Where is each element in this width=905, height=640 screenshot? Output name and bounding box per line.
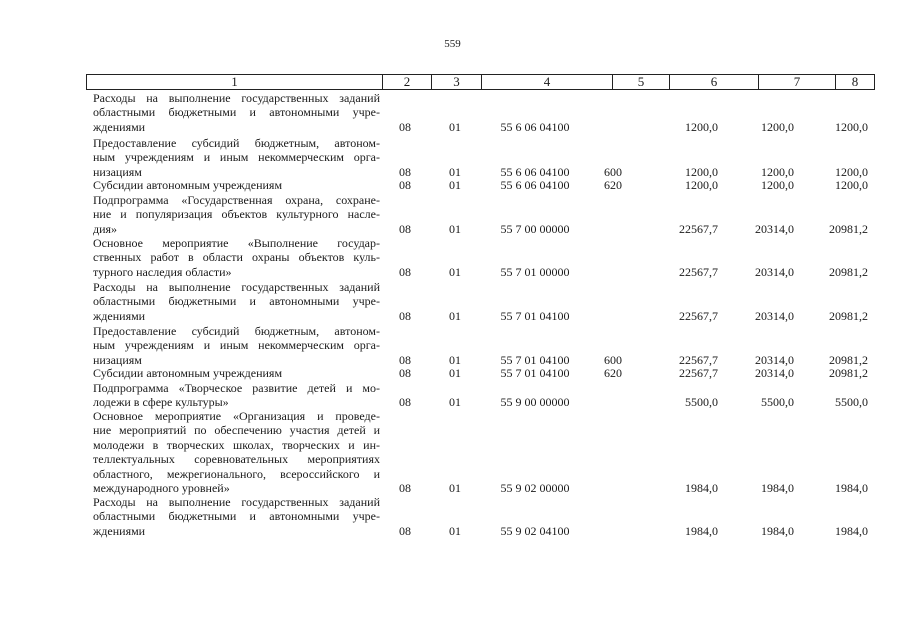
row-description [93,324,380,367]
row-description [93,193,380,236]
subsection-code: 01 [449,523,461,538]
section-code: 08 [399,119,411,134]
target-article: 55 7 01 00000 [500,264,570,279]
section-code: 08 [399,308,411,323]
description-line: Основное мероприятие «Организация и проведе- [93,409,380,423]
description-line: ждениями [93,119,146,134]
description-line: Основное мероприятие «Выполнение государ- [93,236,380,250]
amount-col-8: 20981,2 [829,366,868,380]
target-article: 55 9 00 00000 [500,395,570,410]
amount-col-6: 1200,0 [685,164,718,179]
target-article: 55 7 01 04100 [500,308,570,323]
amount-col-7: 20314,0 [755,366,794,380]
column-header-table [86,74,875,90]
amount-col-8: 1200,0 [835,119,868,134]
header-col-3: 3 [432,75,482,90]
description-line: Расходы на выполнение государственных заданий [93,495,380,509]
expense-type: 620 [604,366,622,380]
header-row [87,75,875,90]
header-col-6: 6 [670,75,759,90]
subsection-code: 01 [449,308,461,323]
section-code: 08 [399,395,411,410]
expense-type: 600 [604,164,622,179]
description-line: Подпрограмма «Творческое развитие детей и мо- [93,381,380,395]
description-line: международного уровней» [93,480,230,495]
row-description [93,366,380,380]
target-article: 55 9 02 04100 [500,523,570,538]
amount-col-6: 22567,7 [679,366,718,380]
description-line: областными бюджетными и автономными учре- [93,294,380,309]
amount-col-7: 20314,0 [755,221,794,236]
subsection-code: 01 [449,395,461,410]
subsection-code: 01 [449,119,461,134]
description-line: областными бюджетными и автономными учре- [93,105,380,120]
description-line: Субсидии автономным учреждениям [93,178,283,192]
section-code: 08 [399,352,411,367]
description-line: турного наследия области» [93,264,232,279]
subsection-code: 01 [449,352,461,367]
amount-col-8: 20981,2 [829,352,868,367]
amount-col-8: 1984,0 [835,481,868,495]
amount-col-8: 20981,2 [829,264,868,279]
description-line: низациям [93,164,142,179]
amount-col-8: 1200,0 [835,164,868,179]
section-code: 08 [399,523,411,538]
subsection-code: 01 [449,366,461,380]
description-line: ждениями [93,523,146,538]
target-article: 55 6 06 04100 [500,164,570,179]
section-code: 08 [399,221,411,236]
amount-col-6: 22567,7 [679,221,718,236]
amount-col-6: 22567,7 [679,308,718,323]
row-description [93,136,380,179]
amount-col-7: 20314,0 [755,308,794,323]
amount-col-6: 1984,0 [685,523,718,538]
target-article: 55 7 00 00000 [500,221,570,236]
description-line: лодежи в сфере культуры» [93,395,229,410]
section-code: 08 [399,164,411,179]
description-line: Субсидии автономным учреждениям [93,366,283,380]
description-line: Подпрограмма «Государственная охрана, сохране- [93,193,380,207]
description-line: Расходы на выполнение государственных заданий [93,280,380,294]
row-description [93,91,380,134]
amount-col-6: 22567,7 [679,264,718,279]
section-code: 08 [399,481,411,495]
description-line: ственных работ в области охраны объектов куль- [93,250,380,265]
amount-col-7: 1200,0 [761,164,794,179]
amount-col-6: 22567,7 [679,352,718,367]
description-line: Предоставление субсидий бюджетным, автоном- [93,324,380,338]
description-line: Предоставление субсидий бюджетным, автоном- [93,136,380,150]
amount-col-7: 1200,0 [761,119,794,134]
page-number: 559 [444,38,461,50]
description-line: ным учреждениям и иным некоммерческим орга- [93,150,380,165]
amount-col-6: 1200,0 [685,178,718,192]
header-col-1: 1 [87,75,383,90]
amount-col-7: 20314,0 [755,264,794,279]
amount-col-8: 5500,0 [835,395,868,410]
amount-col-6: 5500,0 [685,395,718,410]
target-article: 55 7 01 04100 [500,366,570,380]
subsection-code: 01 [449,221,461,236]
header-col-7: 7 [759,75,836,90]
section-code: 08 [399,264,411,279]
expense-type: 620 [604,178,622,192]
subsection-code: 01 [449,264,461,279]
description-line: областного, межрегионального, всероссийского и [93,466,380,481]
amount-col-7: 20314,0 [755,352,794,367]
target-article: 55 6 06 04100 [500,178,570,192]
target-article: 55 6 06 04100 [500,119,570,134]
row-description [93,280,380,323]
amount-col-7: 1984,0 [761,481,794,495]
target-article: 55 7 01 04100 [500,352,570,367]
amount-col-8: 20981,2 [829,308,868,323]
row-description [93,381,380,410]
row-description [93,236,380,279]
header-col-2: 2 [383,75,432,90]
amount-col-8: 1200,0 [835,178,868,192]
subsection-code: 01 [449,178,461,192]
expense-type: 600 [604,352,622,367]
subsection-code: 01 [449,481,461,495]
amount-col-6: 1200,0 [685,119,718,134]
description-line: теллектуальных соревновательных мероприятиях [93,452,380,467]
amount-col-7: 5500,0 [761,395,794,410]
description-line: ние и популяризация объектов культурного насле- [93,207,380,222]
section-code: 08 [399,366,411,380]
description-line: низациям [93,352,142,367]
header-col-5: 5 [613,75,670,90]
description-line: Расходы на выполнение государственных заданий [93,91,380,105]
description-line: ние мероприятий по обеспечению участия детей и [93,423,380,438]
header-col-4: 4 [482,75,613,90]
description-line: дия» [93,221,118,236]
row-description [93,495,380,538]
section-code: 08 [399,178,411,192]
amount-col-8: 20981,2 [829,221,868,236]
amount-col-8: 1984,0 [835,523,868,538]
description-line: молодежи в творческих школах, творческих и ин- [93,437,380,452]
row-description [93,409,380,495]
header-col-8: 8 [836,75,875,90]
row-description [93,178,380,192]
description-line: ным учреждениям и иным некоммерческим орга- [93,338,380,353]
amount-col-7: 1984,0 [761,523,794,538]
amount-col-7: 1200,0 [761,178,794,192]
description-line: областными бюджетными и автономными учре- [93,509,380,524]
target-article: 55 9 02 00000 [500,481,570,495]
amount-col-6: 1984,0 [685,481,718,495]
subsection-code: 01 [449,164,461,179]
description-line: ждениями [93,308,146,323]
